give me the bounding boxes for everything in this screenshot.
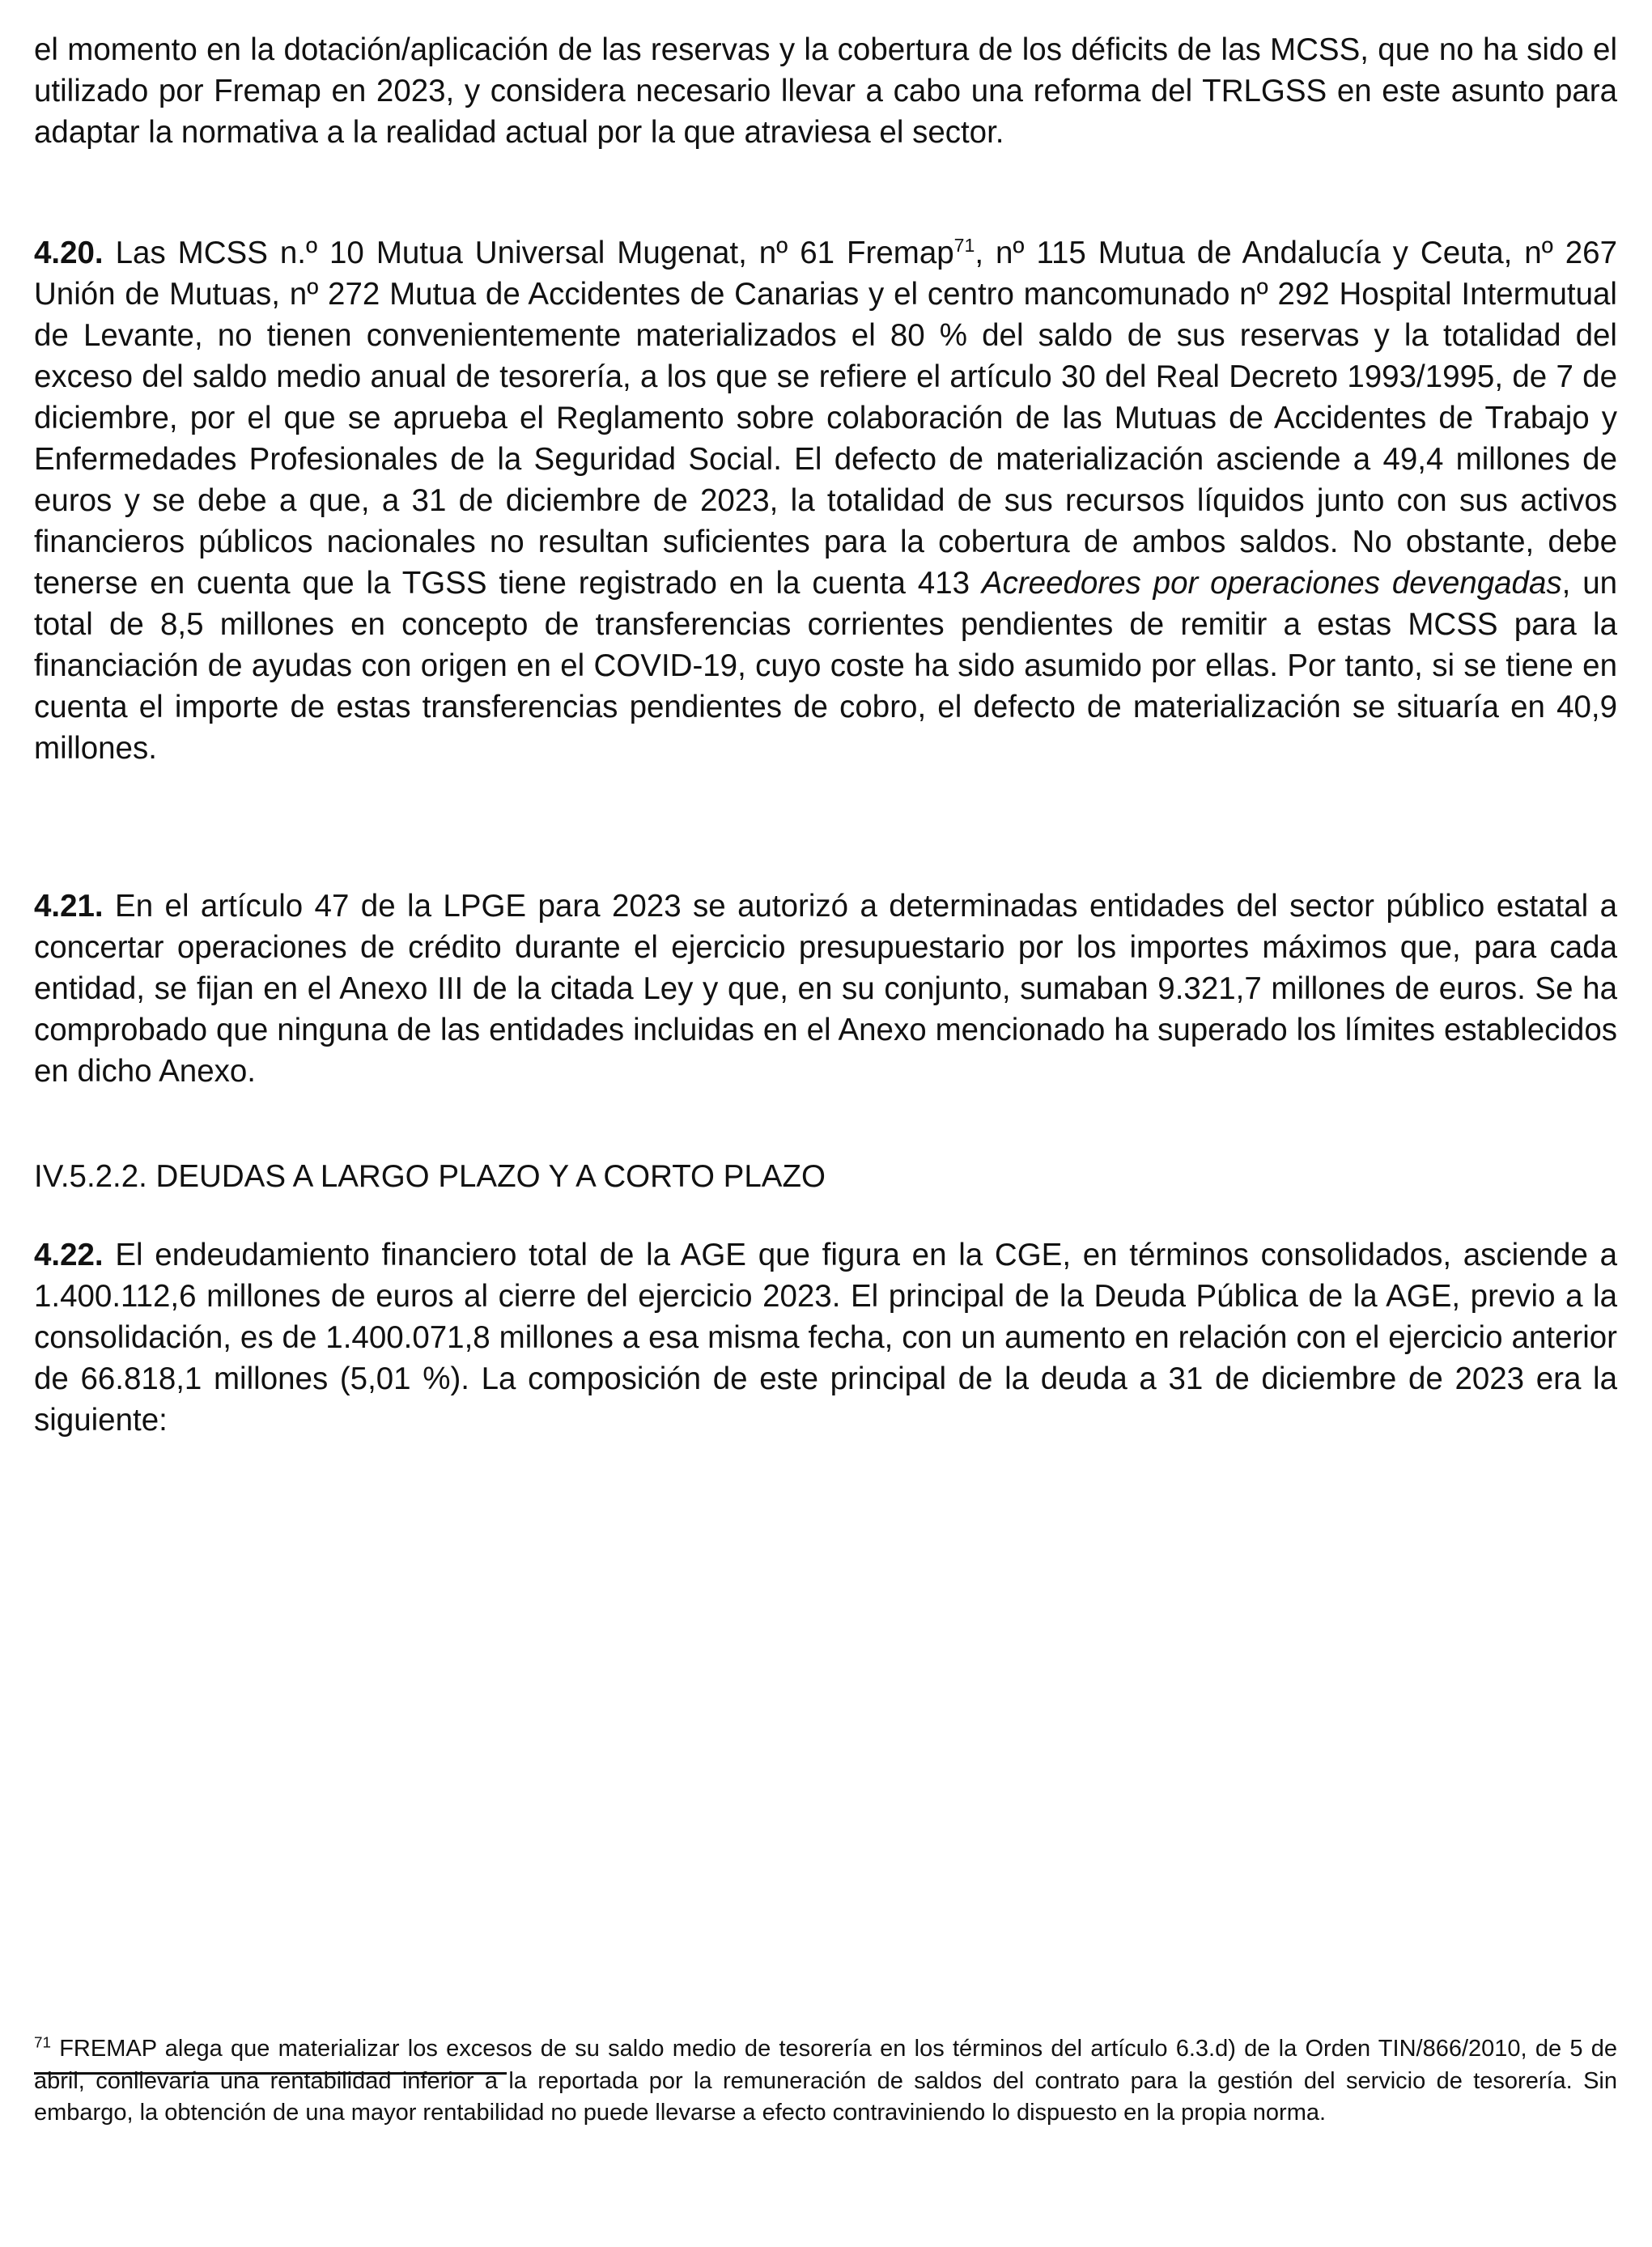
paragraph-4-22 [34, 1234, 1617, 1441]
paragraph-text: , nº 115 Mutua de Andalucía y Ceuta, nº 267 Unión de Mutuas, nº 272 Mutua de Accidentes de Canarias y el centro mancomunado nº 292 Hospital Intermutual de Levante, no tienen convenientemente materializados el 80 % del saldo de sus reservas y la totalidad del exceso del saldo medio anual de tesorería, a los que se refiere el artículo 30 del Real Decreto 1993/1995, de 7 de diciembre, por el que se aprueba el Reglamento sobre colaboración de las Mutuas de Accidentes de Trabajo y Enfermedades Profesionales de la Seguridad Social. El defecto de materialización asciende a 49,4 millones de euros y se debe a que, a 31 de diciembre de 2023, la totalidad de sus recursos líquidos junto con sus activos financieros públicos nacionales no resultan suficientes para la cobertura de ambos saldos. No obstante, debe tenerse en cuenta que la TGSS tiene registrado en la cuenta 413 [34, 236, 1617, 601]
paragraph-text: el momento en la dotación/aplicación de las reservas y la cobertura de los déficits de las MCSS, que no ha sido el utilizado por Fremap en 2023, y considera necesario llevar a cabo una reforma del TRLGSS en este asunto para adaptar la normativa a la realidad actual por la que atraviesa el sector. [34, 32, 1617, 150]
paragraph-text: El endeudamiento financiero total de la AGE que figura en la CGE, en términos consolidados, asciende a 1.400.112,6 millones de euros al cierre del ejercicio 2023. El principal de la Deuda Pública de la AGE, previo a la consolidación, es de 1.400.071,8 millones a esa misma fecha, con un aumento en relación con el ejercicio anterior de 66.818,1 millones (5,01 %). La composición de este principal de la deuda a 31 de diciembre de 2023 era la siguiente: [34, 1238, 1617, 1438]
paragraph-4-21 [34, 886, 1617, 1092]
footnote-text: FREMAP alega que materializar los excesos de su saldo medio de tesorería en los términos del artículo 6.3.d) de la Orden TIN/866/2010, de 5 de abril, conllevaría una rentabilidad inferior a la reportada por la remuneración de saldos del contrato para la gestión del servicio de tesorería. Sin embargo, la obtención de una mayor rentabilidad no puede llevarse a efecto contraviniendo lo dispuesto en la propia norma. [34, 2036, 1617, 2126]
paragraph-4-20 [34, 232, 1617, 769]
section-heading: IV.5.2.2. DEUDAS A LARGO PLAZO Y A CORTO PLAZO [34, 1159, 826, 1194]
paragraph-text: , un total de 8,5 millones en concepto de transferencias corrientes pendientes de remitir a estas MCSS para la financiación de ayudas con origen en el COVID-19, cuyo coste ha sido asumido por ellas. Por tanto, si se tiene en cuenta el importe de estas transferencias pendientes de cobro, el defecto de materialización se situaría en 40,9 millones. [34, 566, 1618, 766]
paragraph-number: 4.20. [34, 236, 104, 270]
paragraph-number: 4.22. [34, 1238, 104, 1272]
paragraph-number: 4.21. [34, 889, 104, 924]
footnote-number: 71 [34, 2033, 51, 2051]
account-name-italic: Acreedores por operaciones devengadas [981, 566, 1562, 601]
paragraph-text: Las MCSS n.º 10 Mutua Universal Mugenat, nº 61 Fremap [103, 236, 954, 270]
footnote [34, 2033, 1617, 2130]
paragraph-text: En el artículo 47 de la LPGE para 2023 se autorizó a determinadas entidades del sector público estatal a concertar operaciones de crédito durante el ejercicio presupuestario por los importes máximos que, para cada entidad, se fijan en el Anexo III de la citada Ley y que, en su conjunto, sumaban 9.321,7 millones de euros. Se ha comprobado que ninguna de las entidades incluidas en el Anexo mencionado ha superado los límites establecidos en dicho Anexo. [34, 889, 1617, 1089]
footnote-reference[interactable]: 71 [953, 235, 975, 257]
paragraph-continuation [34, 29, 1617, 153]
